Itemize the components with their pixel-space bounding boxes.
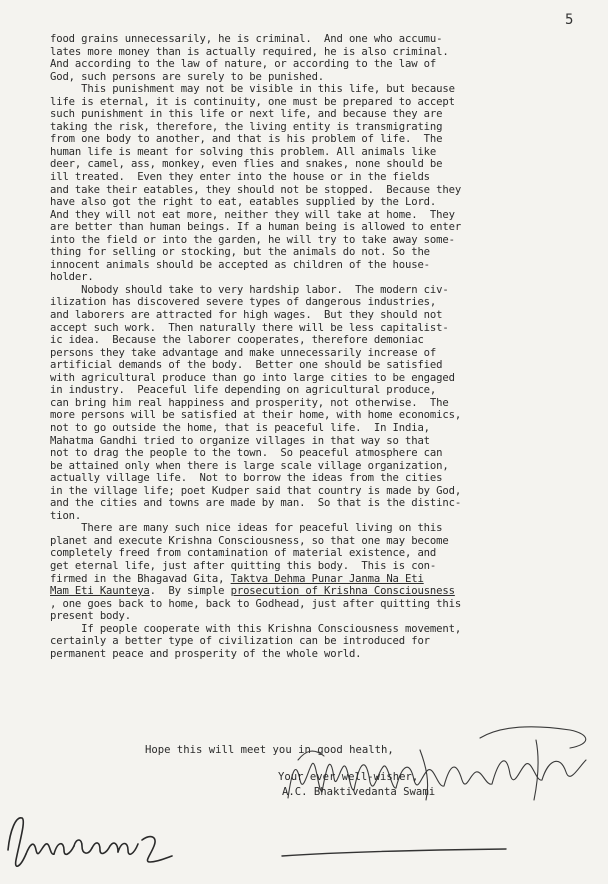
verse-transliteration-a: Taktva Dehma Punar Janma Na Eti — [230, 572, 424, 585]
body-line: certainly a better type of civilization can be introduced for — [50, 635, 430, 648]
body-line: And they will not eat more, neither they will take at home. They — [50, 208, 455, 221]
body-line: more persons will be satisfied at their home, with home economics, — [50, 409, 462, 422]
body-line: Mahatma Gandhi tried to organize villages in that way so that — [50, 434, 430, 447]
signer-name: A.C. Bhaktivedanta Swami — [282, 786, 436, 798]
body-line: present body. — [50, 610, 131, 623]
body-line: not to drag the people to the town. So peaceful atmosphere can — [50, 447, 443, 460]
body-line: completely freed from contamination of material existence, and — [50, 547, 437, 560]
body-line: ill treated. Even they enter into the house or in the fields — [50, 171, 430, 184]
body-line: Nobody should take to very hardship labor. The modern civ- — [50, 283, 449, 296]
body-line: tion. — [50, 509, 82, 522]
body-line: lates more money than is actually required, he is also criminal. — [50, 45, 449, 58]
body-line: taking the risk, therefore, the living entity is transmigrating — [50, 120, 443, 133]
body-line: This punishment may not be visible in this life, but because — [50, 83, 455, 96]
body-line: deer, camel, ass, monkey, even flies and snakes, none should be — [50, 158, 443, 171]
salutation: Your ever well-wisher, — [278, 771, 419, 783]
page-number: 5 — [565, 12, 574, 28]
body-line: in industry. Peaceful life depending on agricultural produce, — [50, 384, 437, 397]
body-line: and the cities and towns are made by man. So that is the distinc- — [50, 497, 462, 510]
body-line: be attained only when there is large scale village organization, — [50, 459, 449, 472]
verse-transliteration-b: Mam Eti Kaunteya — [50, 585, 150, 598]
closing-line: Hope this will meet you in good health, — [145, 744, 394, 756]
quote-line-2 — [50, 585, 590, 598]
body-line: and take their eatables, they should not be stopped. Because they — [50, 183, 462, 196]
underlined-phrase: prosecution of Krishna Consciousness — [230, 585, 455, 598]
body-line: can bring him real happiness and prosperity, not otherwise. The — [50, 396, 449, 409]
letter-body — [50, 33, 590, 660]
handwritten-underline — [280, 846, 510, 860]
body-line: If people cooperate with this Krishna Consciousness movement, — [50, 622, 462, 635]
quote-line-3 — [50, 598, 590, 611]
body-line: And according to the law of nature, or according to the law of — [50, 58, 437, 71]
body-line: innocent animals should be accepted as children of the house- — [50, 258, 430, 271]
body-line: ic idea. Because the laborer cooperates, therefore demoniac — [50, 334, 424, 347]
body-line: from one body to another, and that is his problem of life. The — [50, 133, 443, 146]
handwritten-annotation — [0, 810, 230, 880]
body-line: in the village life; poet Kudper said that country is made by God, — [50, 484, 462, 497]
body-line: and laborers are attracted for high wages. But they should not — [50, 309, 443, 322]
body-line: with agricultural produce than go into large cities to be engaged — [50, 371, 455, 384]
body-line: into the field or into the garden, he will try to take away some- — [50, 233, 455, 246]
body-line: artificial demands of the body. Better one should be satisfied — [50, 359, 443, 372]
body-line: are better than human beings. If a human being is allowed to enter — [50, 221, 462, 234]
body-line: persons they take advantage and make unnecessarily increase of — [50, 346, 437, 359]
body-line: There are many such nice ideas for peaceful living on this — [50, 522, 443, 535]
body-line: ilization has discovered severe types of dangerous industries, — [50, 296, 437, 309]
body-line: have also got the right to eat, eatables supplied by the Lord. — [50, 196, 437, 209]
body-line: actually village life. Not to borrow the ideas from the cities — [50, 472, 443, 485]
quote-line-3-prefix: , — [50, 597, 57, 610]
body-line: accept such work. Then naturally there will be less capitalist- — [50, 321, 449, 334]
body-line: permanent peace and prosperity of the whole world. — [50, 647, 362, 660]
quote-line-1 — [50, 573, 590, 586]
body-line: such punishment in this life or next life, and because they are — [50, 108, 443, 121]
body-line: holder. — [50, 271, 94, 284]
body-line: life is eternal, it is continuity, one must be prepared to accept — [50, 95, 455, 108]
body-line: thing for selling or stocking, but the animals do not. So the — [50, 246, 430, 259]
quote-connector: . By simple — [149, 585, 231, 598]
body-line: planet and execute Krishna Consciousness, so that one may become — [50, 534, 449, 547]
body-line-prefix: firmed in the Bhagavad Gita, — [50, 572, 231, 585]
body-line: God, such persons are surely to be punished. — [50, 70, 325, 83]
body-line: food grains unnecessarily, he is criminal. And one who accumu- — [50, 33, 443, 45]
body-line: one goes back to home, back to Godhead, just after quitting this — [56, 597, 462, 610]
body-line: get eternal life, just after quitting this body. This is con- — [50, 559, 437, 572]
body-line: human life is meant for solving this problem. All animals like — [50, 145, 437, 158]
body-line: not to go outside the home, that is peaceful life. In India, — [50, 421, 430, 434]
